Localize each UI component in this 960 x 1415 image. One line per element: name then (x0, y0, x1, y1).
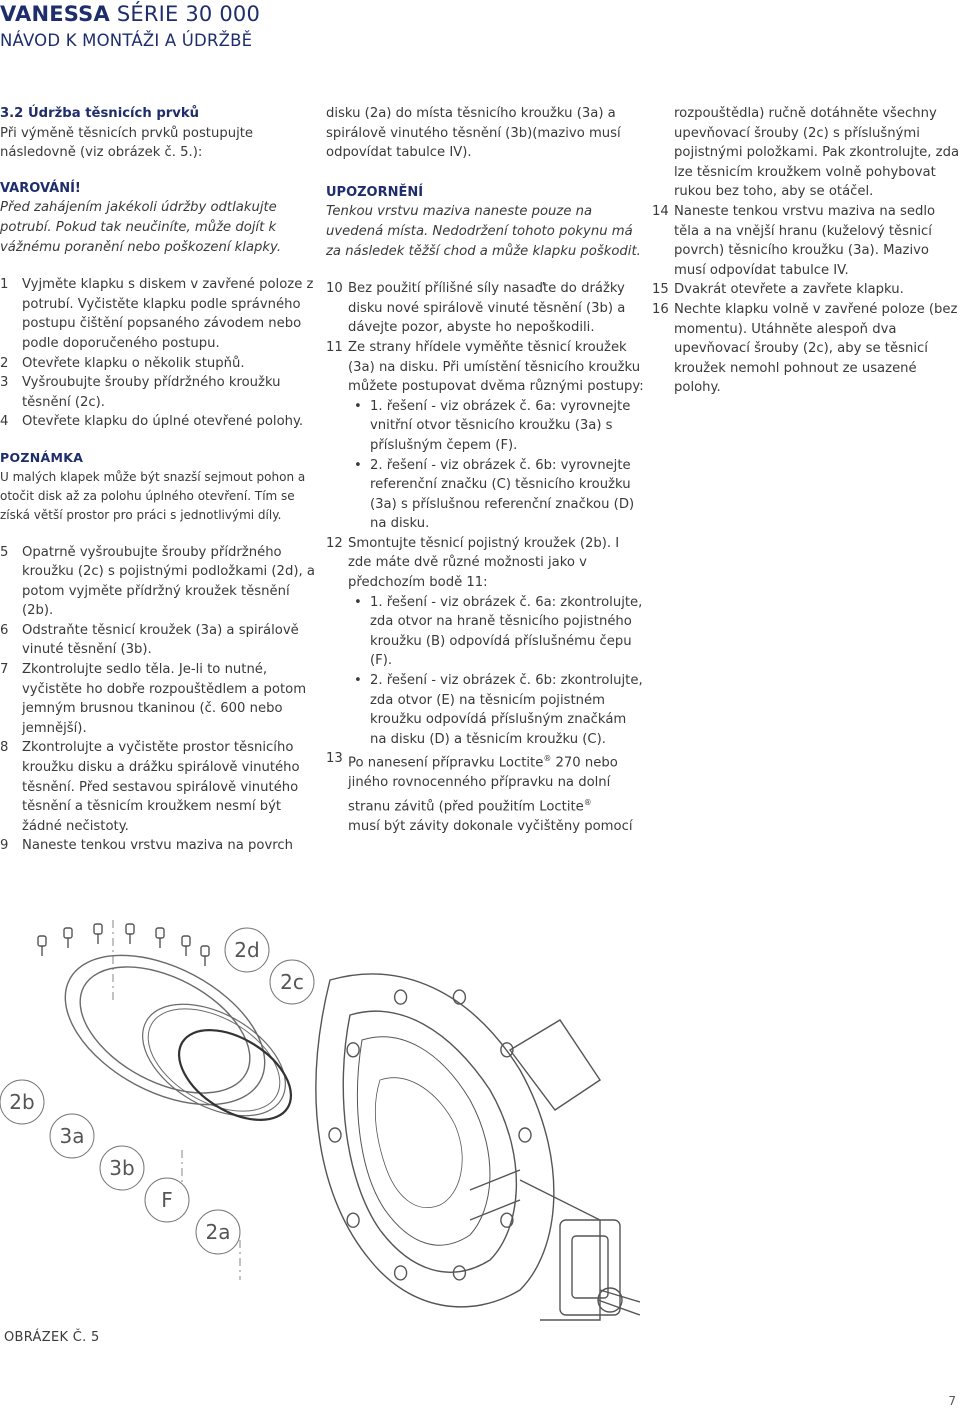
caution-title: UPOZORNĚNÍ (326, 184, 424, 200)
step-item: 12 Smontujte těsnicí pojistný kroužek (2b). I zde máte dvě různé možnosti jako v předchozím bodě 11: (326, 535, 620, 591)
bolt-icon (94, 924, 102, 944)
bolt-icon (126, 924, 134, 944)
callout-label: 2c (280, 970, 304, 994)
callout-label: 3a (59, 1124, 85, 1148)
column-2 (326, 104, 644, 837)
bolt-icon (64, 928, 72, 948)
step-13-continuation: rozpouštědla) ručně dotáhněte všechny upevňovací šrouby (2c) s příslušnými pojistnými položkami. Pak zkontrolujte, zda lze těsnicím kroužkem volně pohybovat rukou bez toho, aby se otáčel. (674, 106, 960, 200)
exploded-valve-diagram (0, 920, 640, 1330)
step-item: 7 Zkontrolujte sedlo těla. Je-li to nutné, vyčistěte ho dobře rozpouštědlem a potom jemným brusnou tkaninou (č. 600 nebo jemnější). (0, 662, 307, 736)
section-intro: Při výměně těsnicích prvků postupujte následovně (viz obrázek č. 5.): (0, 125, 254, 161)
step-item: 11 Ze strany hřídele vyměňte těsnicí kroužek (3a) na disku. Při umístění těsnicího kroužku můžete postupovat dvěma různými postupy: (326, 339, 644, 395)
valve-body (316, 974, 640, 1320)
spiral-gasket-3b (163, 1012, 306, 1139)
step-item: 9 Naneste tenkou vrstvu maziva na povrch (0, 838, 294, 854)
brand-title: VANESSA SÉRIE 30 000 (0, 2, 261, 26)
step-item: 3 Vyšroubujte šrouby přídržného kroužku těsnění (2c). (0, 375, 281, 410)
flange-hole (519, 1128, 531, 1142)
bolt-icon (201, 946, 209, 966)
steps-list-2 (0, 543, 318, 857)
callout-label: 2a (205, 1220, 231, 1244)
step-item: 14 Naneste tenkou vrstvu maziva na sedlo těla a na vnější hranu (kuželový těsnicí povrch) těsnicího kroužku (3a). Mazivo musí odpovídat tabulce IV. (652, 203, 936, 278)
section-title: 3.2 Údržba těsnicích prvků (0, 106, 200, 121)
flange-hole (395, 1266, 407, 1280)
column-1 (0, 104, 318, 856)
figure-caption: OBRÁZEK Č. 5 (4, 1330, 100, 1345)
step-item: 15 Dvakrát otevřete a zavřete klapku. (652, 282, 904, 298)
page-number: 7 (948, 1394, 956, 1408)
bolt-icon (38, 936, 46, 956)
callout-label: 2d (234, 938, 260, 962)
bolt-icon (156, 928, 164, 948)
warning-title: VAROVÁNÍ! (0, 180, 81, 196)
flange-hole (395, 990, 407, 1004)
option-bullet: • 1. řešení - viz obrázek č. 6a: zkontrolujte, zda otvor na hraně těsnicího pojistného kroužku (B) odpovídá příslušnému čepu (F). (354, 594, 643, 669)
step-11-options (326, 397, 644, 534)
step-9-continuation: disku (2a) do místa těsnicího kroužku (3a) a spirálově vinutého těsnění (3b)(mazivo musí odpovídat tabulce IV). (326, 106, 621, 161)
flange-hole (329, 1128, 341, 1142)
flange-hole (347, 1213, 359, 1227)
step-item: 8 Zkontrolujte a vyčistěte prostor těsnicího kroužku disku a drážku spirálově vinutého těsnění. Před sestavou spirálově vinutého těsnění a těsnicím kroužkem nesmí být žádné nečistoty. (0, 740, 300, 834)
step-item: 2 Otevřete klapku o několik stupňů. (0, 355, 245, 371)
steps-list-1 (0, 275, 318, 432)
flange-hole (453, 1266, 465, 1280)
note-title: POZNÁMKA (0, 449, 84, 465)
step-item: 4 Otevřete klapku do úplné otevřené polohy. (0, 414, 304, 430)
callout-label: F (161, 1188, 173, 1212)
callout-label: 2b (9, 1090, 35, 1114)
callout-label: 3b (109, 1156, 135, 1180)
warning-text: Před zahájením jakékoli údržby odtlakujte potrubí. Pokud tak neučiníte, může dojít k vážnému poranění nebo poškození klapky. (0, 200, 282, 255)
step-item: 5 Opatrně vyšroubujte šrouby přídržného kroužku (2c) s pojistnými podložkami (2d), a potom vyjměte přídržný kroužek těsnění (2b). (0, 544, 315, 619)
step-12-options (326, 593, 644, 750)
step-item: 16 Nechte klapku volně v zavřené poloze (bez momentu). Utáhněte alespoň dva upevňovací šrouby (2c), aby se těsnicí kroužek nemohl pohnout ze usazené polohy. (652, 301, 958, 396)
caution-text: Tenkou vrstvu maziva naneste pouze na uvedená místa. Nedodržení tohoto pokynu má za následek těžší chod a může klapku poškodit. (326, 204, 641, 259)
flange-hole (347, 1043, 359, 1057)
option-bullet: • 2. řešení - viz obrázek č. 6b: zkontrolujte, zda otvor (E) na těsnicím pojistném kroužku odpovídá příslušným značkám na disku (D) a těsnicím kroužku (C). (354, 673, 643, 747)
seal-ring-3a (123, 981, 304, 1139)
steps-list-3 (652, 202, 960, 398)
step-item: 1 Vyjměte klapku s diskem v zavřené poloze z potrubí. Vyčistěte klapku podle správného postupu čištění popsaného závodem nebo podle doporučeného postupu. (0, 277, 314, 351)
bolt-set (38, 924, 209, 966)
note-text: U malých klapek může být snazší sejmout pohon a otočit disk až za polohu úplného otevření. Tím se získá větší prostor pro práci s jednotlivými díly. (0, 469, 306, 522)
bolt-icon (182, 936, 190, 956)
document-subtitle: NÁVOD K MONTÁŽI A ÚDRŽBĚ (0, 31, 253, 50)
flange-hole (453, 990, 465, 1004)
step-item: 13 Po nanesení přípravku Loctite® 270 nebo jiného rovnocenného přípravku na dolní stranu závitů (před použitím Loctite® musí být závity dokonale vyčištěny pomocí (326, 751, 633, 834)
option-bullet: • 1. řešení - viz obrázek č. 6a: vyrovnejte vnitřní otvor těsnicího kroužku (3a) s příslušným čepem (F). (354, 398, 631, 453)
step-item: 10 Bez použití přílišné síly nasaďte do drážky disku nové spirálově vinuté těsnění (3b) a dávejte pozor, abyste ho nepoškodili. (326, 281, 626, 336)
column-3 (652, 104, 960, 398)
step-item: 6 Odstraňte těsnicí kroužek (3a) a spirálově vinuté těsnění (3b). (0, 622, 299, 658)
option-bullet: • 2. řešení - viz obrázek č. 6b: vyrovnejte referenční značku (C) těsnicího kroužku (3a) s příslušnou referenční značkou (D) na disku. (354, 457, 635, 532)
